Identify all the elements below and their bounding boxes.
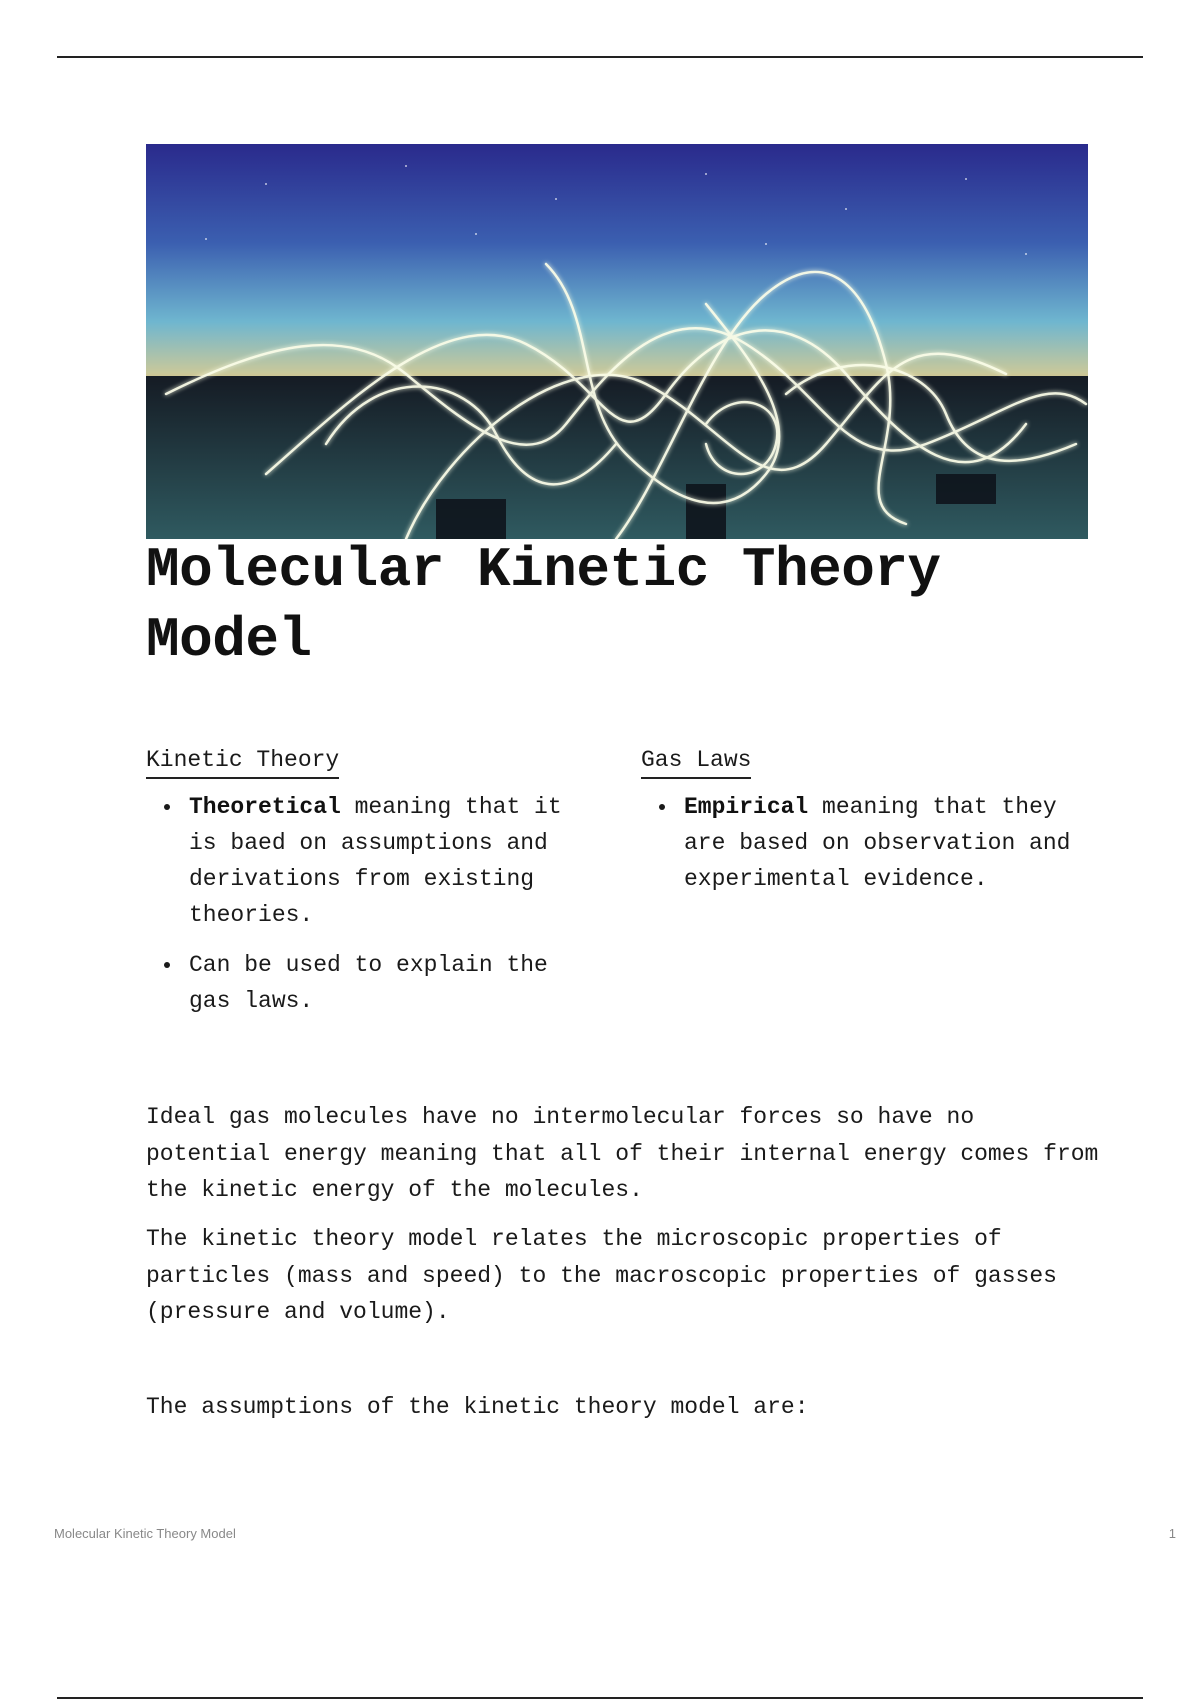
page-number: 1 [1168, 1526, 1176, 1541]
top-rule [57, 56, 1143, 58]
item-bold-term: Empirical [684, 794, 809, 820]
list-item [146, 789, 586, 933]
hero-image [146, 144, 1088, 539]
kinetic-theory-column [146, 742, 586, 1033]
paragraph-ideal-gas: Ideal gas molecules have no intermolecular forces so have no potential energy meaning that all of their internal energy comes from the kinetic energy of the molecules. [146, 1104, 1099, 1203]
item-text: meaning that they are based on observation and experimental evidence. [684, 794, 1071, 892]
kinetic-theory-heading: Kinetic Theory [146, 744, 339, 779]
bottom-rule [57, 1697, 1143, 1699]
list-item [146, 947, 586, 1019]
bullet-icon [659, 804, 665, 810]
item-bold-term: Theoretical [189, 794, 341, 820]
page-title: Molecular Kinetic Theory Model [146, 538, 941, 672]
bullet-icon [164, 804, 170, 810]
footer-title: Molecular Kinetic Theory Model [54, 1526, 236, 1541]
paragraph-assumptions-intro: The assumptions of the kinetic theory model are: [146, 1394, 809, 1420]
gas-laws-list [641, 789, 1101, 897]
light-trails-photo-icon [146, 144, 1088, 539]
paragraph-kinetic-model: The kinetic theory model relates the microscopic properties of particles (mass and speed) to the macroscopic properties of gasses (pressure and volume). [146, 1226, 1057, 1325]
gas-laws-heading: Gas Laws [641, 744, 751, 779]
bullet-icon [164, 962, 170, 968]
kinetic-theory-list [146, 789, 586, 1019]
gas-laws-column [641, 742, 1101, 911]
item-text: meaning that it is baed on assumptions and derivations from existing theories. [189, 794, 562, 928]
list-item [641, 789, 1101, 897]
item-text: Can be used to explain the gas laws. [189, 952, 548, 1014]
